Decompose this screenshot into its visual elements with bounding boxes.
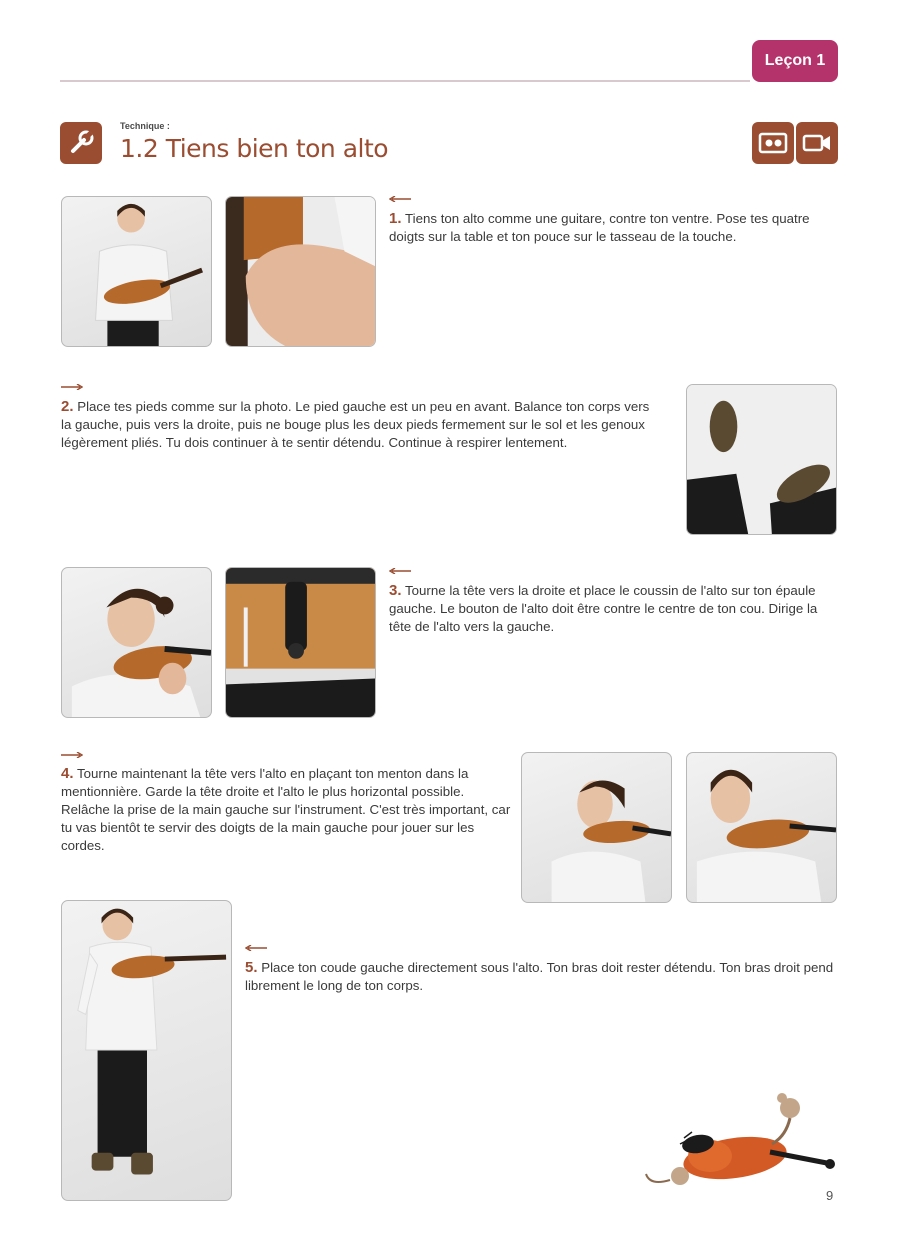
audio-track-icon[interactable] <box>752 122 794 164</box>
step-5-body: Place ton coude gauche directement sous l'alto. Ton bras doit rester détendu. Ton bras droit pend librement le long de ton corps. <box>245 960 834 993</box>
step-4-text <box>61 765 511 855</box>
section-category-label: Technique : <box>120 121 170 131</box>
step-5-text <box>245 959 840 995</box>
header-rule <box>60 80 750 82</box>
lesson-tab[interactable]: Leçon 1 <box>752 40 838 82</box>
step-2-arrow <box>61 384 83 390</box>
video-camera-icon[interactable] <box>796 122 838 164</box>
step-5-number: 5. <box>245 959 258 976</box>
step-4-body: Tourne maintenant la tête vers l'alto en plaçant ton menton dans la mentionnière. Garde la tête droite et l'alto le plus horizontal possible. Relâche la prise de la main gauche sur l'instrument. C'est très important, car tu vas bientôt te servir des doigts de la main gauche pour jouer sur les cordes. <box>61 766 511 853</box>
step-3-arrow <box>389 568 411 574</box>
step-1-arrow <box>389 196 411 202</box>
step-1-text <box>389 210 839 246</box>
photo-full-posture <box>61 900 232 1201</box>
wrench-icon <box>60 122 102 164</box>
photo-chinrest-close-up <box>225 567 376 718</box>
step-2-text <box>61 398 661 452</box>
section-title: 1.2 Tiens bien ton alto <box>120 134 389 163</box>
step-5-arrow <box>245 945 267 951</box>
step-2-number: 2. <box>61 398 74 415</box>
photo-chin-in-chinrest-front <box>686 752 837 903</box>
step-3-text <box>389 582 839 636</box>
photo-holding-like-guitar <box>61 196 212 347</box>
step-3-number: 3. <box>389 582 402 599</box>
step-4-number: 4. <box>61 765 74 782</box>
photo-thumb-on-neck <box>225 196 376 347</box>
photo-head-turned-right <box>61 567 212 718</box>
step-2-body: Place tes pieds comme sur la photo. Le pied gauche est un peu en avant. Balance ton corps vers la gauche, puis vers la droite, puis ne bouge plus les deux pieds fermement sur le sol et les genoux légèrement pliés. Tu dois continuer à te sentir détendu. Continue à respirer lentement. <box>61 399 650 450</box>
step-3-body: Tourne la tête vers la droite et place le coussin de l'alto sur ton épaule gauche. Le bouton de l'alto doit être contre le centre de ton cou. Dirige la tête de l'alto vers la gauche. <box>389 583 818 634</box>
step-4-arrow <box>61 752 83 758</box>
page-number: 9 <box>826 1188 834 1203</box>
mice-with-viola-illustration <box>640 1078 840 1208</box>
photo-feet-position <box>686 384 837 535</box>
photo-chin-in-chinrest-side <box>521 752 672 903</box>
step-1-body: Tiens ton alto comme une guitare, contre ton ventre. Pose tes quatre doigts sur la table et ton pouce sur le tasseau de la touche. <box>389 211 810 244</box>
step-1-number: 1. <box>389 210 402 227</box>
